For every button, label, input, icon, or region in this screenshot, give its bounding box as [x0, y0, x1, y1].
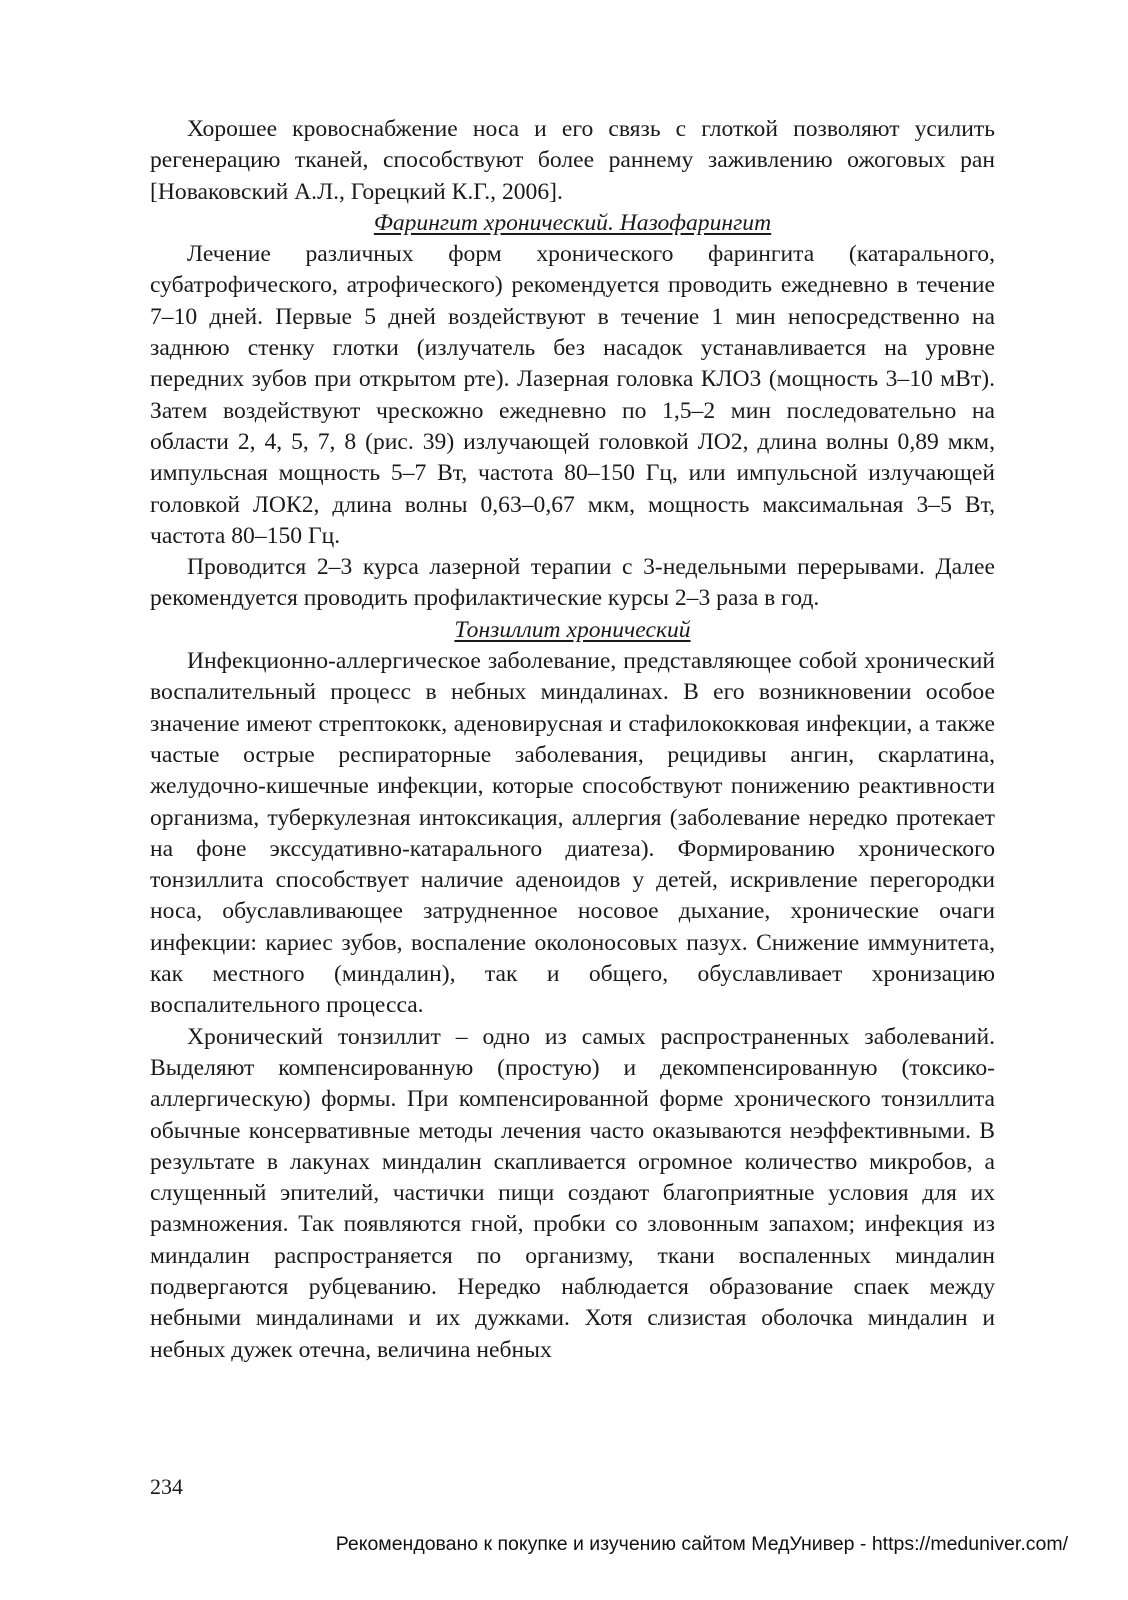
paragraph-1: Хорошее кровоснабжение носа и его связь с глоткой позволяют усилить регенерацию тканей, способствуют более раннему заживлению ожоговых ран [Новаковский А.Л., Горецкий К.Г., 2006]. [150, 116, 995, 205]
paragraph-3: Проводится 2–3 курса лазерной терапии с 3-недельными перерывами. Далее рекомендуется проводить профилактические курсы 2–3 раза в год. [150, 554, 995, 612]
heading-tonsillitis: Тонзиллит хронический [454, 616, 691, 643]
heading-pharyngitis: Фарингит хронический. Назофарингит [373, 209, 772, 236]
paragraph-5: Хронический тонзиллит – одно из самых распространенных заболеваний. Выделяют компенсированную (простую) и декомпенсированную (токсико-аллергическую) формы. При компенсированной форме хронического тонзиллита обычные консервативные методы лечения часто оказываются неэффективными. В результате в лакунах миндалин скапливается огромное количество микробов, а слущенный эпителий, частички пищи создают благоприятные условия для их размножения. Так появляются гной, пробки со зловонным запахом; инфекция из миндалин распространяется по организму, ткани воспаленных миндалин подвергаются рубцеванию. Нередко наблюдается образование спаек между небными миндалинами и их дужками. Хотя слизистая оболочка миндалин и небных дужек отечна, величина небных [150, 1023, 995, 1363]
paragraph-2: Лечение различных форм хронического фарингита (катарального, субатрофического, атрофического) рекомендуется проводить ежедневно в течение 7–10 дней. Первые 5 дней воздействуют в течение 1 мин непосредственно на заднюю стенку глотки (излучатель без насадок устанавливается на уровне передних зубов при открытом рте). Лазерная головка КЛО3 (мощность 3–10 мВт). Затем воздействуют чрескожно ежедневно по 1,5–2 мин последовательно на области 2, 4, 5, 7, 8 (рис. 39) излучающей головкой ЛО2, длина волны 0,89 мкм, импульсная мощность 5–7 Вт, частота 80–150 Гц, или импульсной излучающей головкой ЛОК2, длина волны 0,63–0,67 мкм, мощность максимальная 3–5 Вт, частота 80–150 Гц. [150, 241, 995, 549]
page-body [150, 114, 995, 1366]
footer-recommendation: Рекомендовано к покупке и изучению сайтом МедУнивер - https://meduniver.com/ [335, 1533, 1068, 1555]
page-number: 234 [150, 1474, 183, 1499]
paragraph-4: Инфекционно-аллергическое заболевание, представляющее собой хронический воспалительный процесс в небных миндалинах. В его возникновении особое значение имеют стрептококк, аденовирусная и стафилококковая инфекции, а также частые острые респираторные заболевания, рецидивы ангин, скарлатина, желудочно-кишечные инфекции, которые способствуют понижению реактивности организма, туберкулезная интоксикация, аллергия (заболевание нередко протекает на фоне экссудативно-катарального диатеза). Формированию хронического тонзиллита способствует наличие аденоидов у детей, искривление перегородки носа, обуславливающее затрудненное носовое дыхание, хронические очаги инфекции: кариес зубов, воспаление околоносовых пазух. Снижение иммунитета, как местного (миндалин), так и общего, обуславливает хронизацию воспалительного процесса. [150, 648, 995, 1019]
